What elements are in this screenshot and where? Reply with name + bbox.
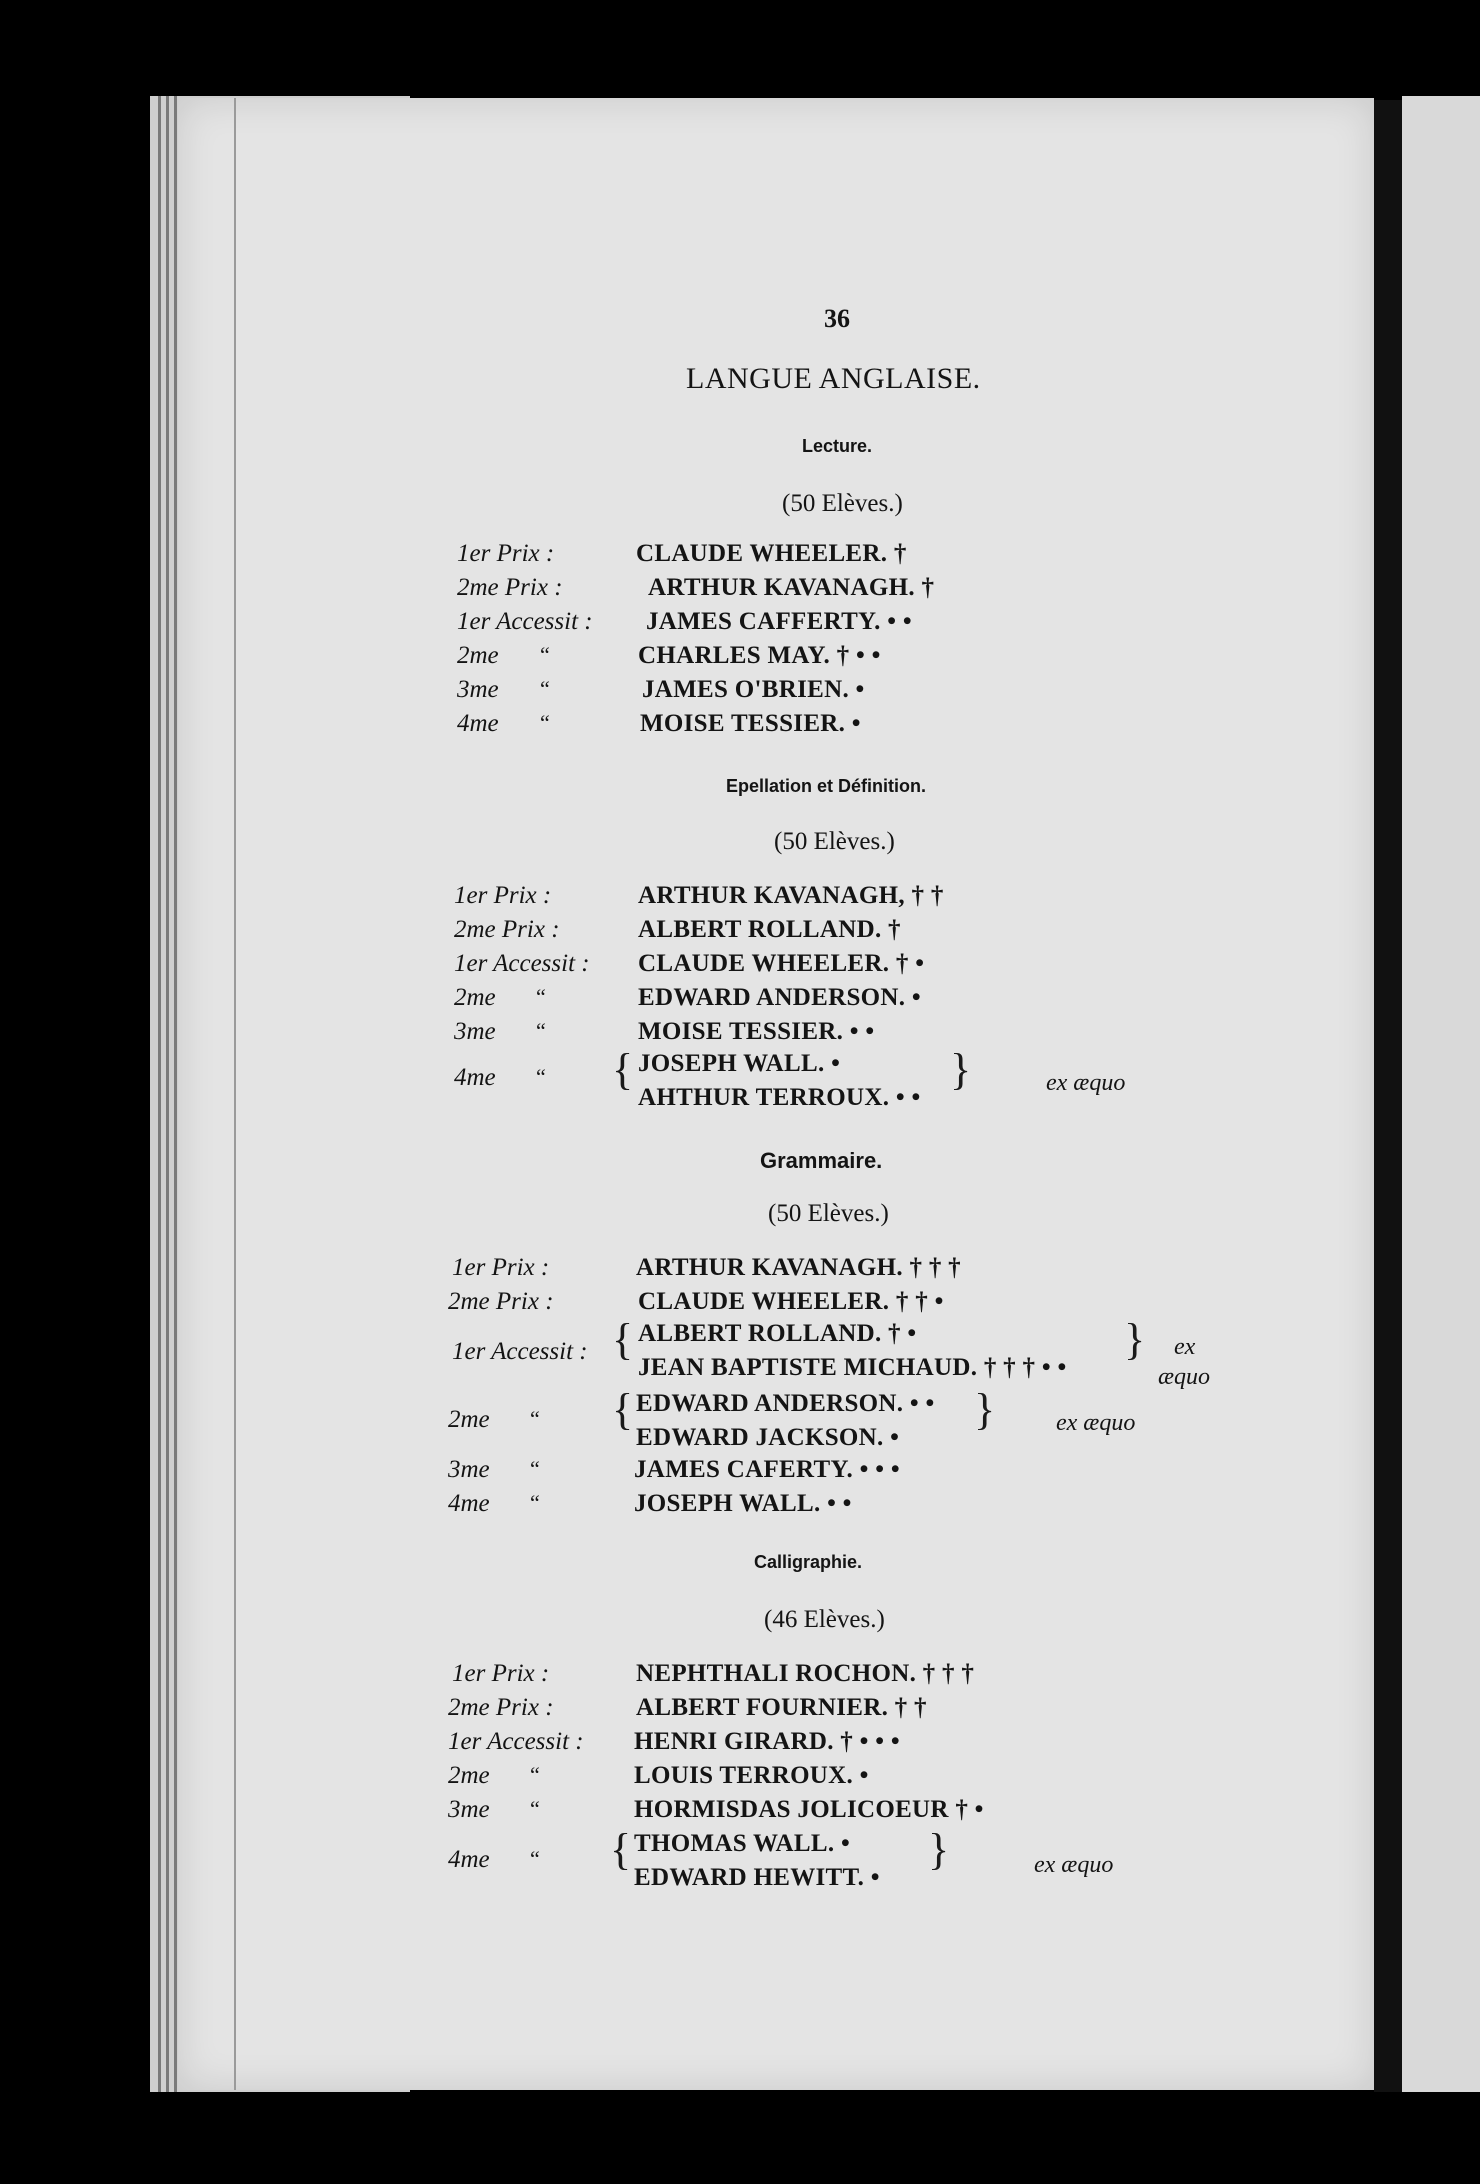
row-name: CLAUDE WHEELER. † † • xyxy=(638,1288,944,1315)
left-brace: { xyxy=(612,1385,634,1434)
row-label: 3me xyxy=(448,1456,490,1483)
row-name: HENRI GIRARD. † • • • xyxy=(634,1728,900,1755)
row-label: 2me xyxy=(457,642,499,669)
ditto-mark: “ xyxy=(536,1018,546,1043)
page-title: LANGUE ANGLAISE. xyxy=(686,362,981,395)
right-brace: } xyxy=(950,1045,972,1094)
scan-border xyxy=(150,2092,1480,2184)
row-label: 4me xyxy=(448,1490,490,1517)
row-label: 1er Accessit : xyxy=(454,950,590,977)
row-label: 1er Prix : xyxy=(452,1660,550,1687)
row-name: AHTHUR TERROUX. • • xyxy=(638,1084,921,1111)
section-heading-lecture: Lecture. xyxy=(802,436,873,456)
section-heading-grammaire: Grammaire. xyxy=(760,1148,883,1173)
adjacent-page-edge xyxy=(1402,96,1480,2094)
row-label: 3me xyxy=(454,1018,496,1045)
row-name: EDWARD JACKSON. • xyxy=(636,1424,900,1451)
ditto-mark: “ xyxy=(530,1846,540,1871)
row-label: 3me xyxy=(457,676,499,703)
ditto-mark: “ xyxy=(540,642,550,667)
row-label: 1er Accessit : xyxy=(452,1338,588,1365)
right-brace: } xyxy=(1124,1315,1146,1364)
row-label: 1er Prix : xyxy=(454,882,552,909)
page-number: 36 xyxy=(824,304,850,333)
ditto-mark: “ xyxy=(530,1796,540,1821)
section-heading-calligraphie: Calligraphie. xyxy=(754,1552,863,1572)
row-name: JAMES CAFERTY. • • • xyxy=(634,1456,900,1483)
right-brace: } xyxy=(928,1825,950,1874)
row-label: 2me Prix : xyxy=(457,574,563,601)
row-name: LOUIS TERROUX. • xyxy=(634,1762,869,1789)
row-label: 2me xyxy=(448,1762,490,1789)
row-label: 1er Accessit : xyxy=(457,608,593,635)
ditto-mark: “ xyxy=(540,676,550,701)
row-name: EDWARD ANDERSON. • • xyxy=(636,1390,935,1417)
ditto-mark: “ xyxy=(540,710,550,735)
row-label: 2me Prix : xyxy=(454,916,560,943)
section-heading-epellation: Epellation et Définition. xyxy=(726,776,927,796)
left-brace: { xyxy=(612,1315,634,1364)
section-count-calligraphie: (46 Elèves.) xyxy=(764,1606,885,1633)
left-brace: { xyxy=(610,1825,632,1874)
section-count-grammaire: (50 Elèves.) xyxy=(768,1200,889,1227)
row-name: HORMISDAS JOLICOEUR † • xyxy=(634,1796,984,1823)
ditto-mark: “ xyxy=(530,1406,540,1431)
row-name: THOMAS WALL. • xyxy=(634,1830,851,1857)
row-name: JAMES O'BRIEN. • xyxy=(642,676,865,703)
row-name: MOISE TESSIER. • • xyxy=(638,1018,875,1045)
row-label: 1er Prix : xyxy=(457,540,555,567)
binding-shadow xyxy=(1374,100,1402,2094)
ditto-mark: “ xyxy=(530,1762,540,1787)
section-count-epellation: (50 Elèves.) xyxy=(774,828,895,855)
row-name: JAMES CAFFERTY. • • xyxy=(646,608,912,635)
ditto-mark: “ xyxy=(536,1064,546,1089)
row-label: 2me xyxy=(454,984,496,1011)
row-label: 2me xyxy=(448,1406,490,1433)
row-name: JEAN BAPTISTE MICHAUD. † † † • • xyxy=(638,1354,1067,1381)
row-name: ALBERT FOURNIER. † † xyxy=(636,1694,927,1721)
ditto-mark: “ xyxy=(530,1456,540,1481)
row-name: JOSEPH WALL. • xyxy=(638,1050,841,1077)
row-name: CLAUDE WHEELER. † xyxy=(636,540,907,567)
row-name: CLAUDE WHEELER. † • xyxy=(638,950,925,977)
row-name: NEPHTHALI ROCHON. † † † xyxy=(636,1660,975,1687)
right-brace: } xyxy=(974,1385,996,1434)
row-name: EDWARD ANDERSON. • xyxy=(638,984,921,1011)
row-name: EDWARD HEWITT. • xyxy=(634,1864,880,1891)
row-label: 3me xyxy=(448,1796,490,1823)
row-label: 1er Prix : xyxy=(452,1254,550,1281)
ex-aequo-note: ex æquo xyxy=(1056,1410,1136,1436)
row-name: CHARLES MAY. † • • xyxy=(638,642,881,669)
row-name: ALBERT ROLLAND. † xyxy=(638,916,901,943)
row-label: 2me Prix : xyxy=(448,1694,554,1721)
ex-note: ex xyxy=(1174,1334,1196,1360)
row-name: ARTHUR KAVANAGH, † † xyxy=(638,882,944,909)
row-name: ALBERT ROLLAND. † • xyxy=(638,1320,917,1347)
row-name: ARTHUR KAVANAGH. † † † xyxy=(636,1254,961,1281)
row-label: 4me xyxy=(457,710,499,737)
section-count-lecture: (50 Elèves.) xyxy=(782,490,903,517)
row-label: 4me xyxy=(454,1064,496,1091)
ex-aequo-note: ex æquo xyxy=(1034,1852,1114,1878)
row-label: 2me Prix : xyxy=(448,1288,554,1315)
left-brace: { xyxy=(612,1045,634,1094)
aequo-note: æquo xyxy=(1158,1364,1211,1390)
row-label: 4me xyxy=(448,1846,490,1873)
row-label: 1er Accessit : xyxy=(448,1728,584,1755)
ditto-mark: “ xyxy=(536,984,546,1009)
row-name: ARTHUR KAVANAGH. † xyxy=(648,574,935,601)
ex-aequo-note: ex æquo xyxy=(1046,1070,1126,1096)
ditto-mark: “ xyxy=(530,1490,540,1515)
row-name: JOSEPH WALL. • • xyxy=(634,1490,852,1517)
row-name: MOISE TESSIER. • xyxy=(640,710,861,737)
